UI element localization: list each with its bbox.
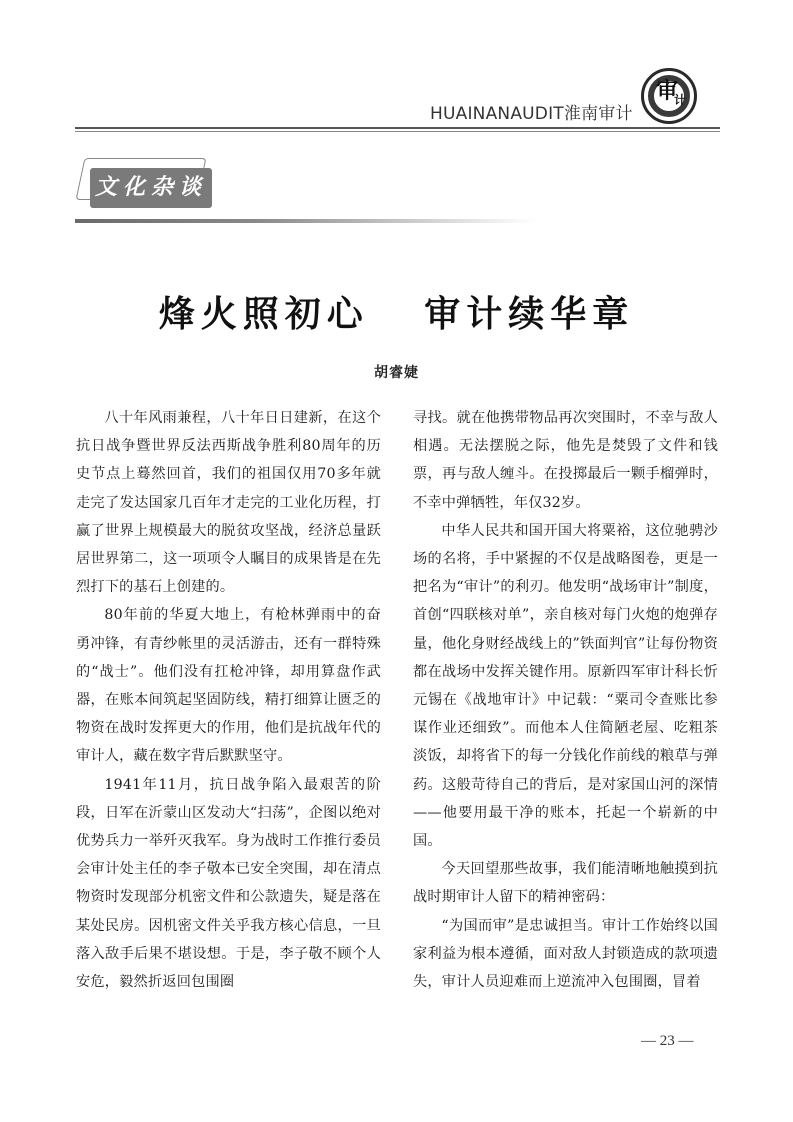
- header-divider-thin: [75, 131, 720, 132]
- paragraph: 八十年风雨兼程，八十年日日建新，在这个抗日战争暨世界反法西斯战争胜利80周年的历史节点上蓦然回首，我们的祖国仅用70多年就走完了发达国家几百年才走完的工业化历程，打赢了世界上规模最大的脱贫攻坚战，经济总量跃居世界第二，这一项项令人瞩目的成果皆是在先烈打下的基石上创建的。: [76, 410, 381, 596]
- paragraph: 寻找。就在他携带物品再次突围时，不幸与敌人相遇。无法摆脱之际，他先是焚毁了文件和钱票，再与敌人缠斗。在投掷最后一颗手榴弹时，不幸中弹牺牲，年仅32岁。: [413, 410, 718, 511]
- paragraph: “为国而审”是忠诚担当。审计工作始终以国家利益为根本遵循，面对敌人封锁造成的款项遗失，审计人员迎难而上逆流冲入包围圈，冒着: [413, 917, 718, 991]
- logo-side-char: 计: [674, 93, 687, 107]
- article-title: 烽火照初心 审计续华章: [158, 294, 635, 335]
- article-author: 胡睿婕: [374, 365, 419, 381]
- page-number: — 23 —: [641, 1033, 694, 1049]
- paragraph: 今天回望那些故事，我们能清晰地触摸到抗战时期审计人留下的精神密码：: [413, 861, 718, 906]
- logo-main-char: 审: [656, 78, 679, 104]
- section-divider: [75, 219, 535, 223]
- journal-brand: HUAINANAUDIT淮南审计: [430, 104, 633, 124]
- header-divider: [75, 127, 720, 129]
- left-column: [76, 404, 381, 996]
- section-label: 文化杂谈: [90, 168, 212, 208]
- paragraph: 1941年11月，抗日战争陷入最艰苦的阶段，日军在沂蒙山区发动大“扫荡”，企图以绝对优势兵力一举歼灭我军。身为战时工作推行委员会审计处主任的李子敬本已安全突围，却在清点物资时发现部分机密文件和公款遗失，疑是落在某处民房。因机密文件关乎我方核心信息，一旦落入敌手后果不堪设想。于是，李子敬不顾个人安危，毅然折返回包围圈: [76, 776, 381, 991]
- right-column: [413, 404, 718, 996]
- paragraph: 中华人民共和国开国大将粟裕，这位驰骋沙场的名将，手中紧握的不仅是战略图卷，更是一把名为“审计”的利刃。他发明“战场审计”制度，首创“四联核对单”，亲自核对每门火炮的炮弹存量，他化身财经战线上的”铁面判官”让每份物资都在战场中发挥关键作用。原新四军审计科长忻元锡在《战地审计》中记载：“粟司令查账比参谋作业还细致”。而他本人住简陋老屋、吃粗茶淡饭，却将省下的每一分钱化作前线的粮草与弹药。这般苛待自己的背后，是对家国山河的深情——他要用最干净的账本，托起一个崭新的中国。: [413, 522, 718, 850]
- paragraph: 80年前的华夏大地上，有枪林弹雨中的奋勇冲锋，有青纱帐里的灵活游击，还有一群特殊的“战士”。他们没有扛枪冲锋，却用算盘作武器，在账本间筑起坚固防线，精打细算让匮乏的物资在战时发挥更大的作用，他们是抗战年代的审计人，藏在数字背后默默坚守。: [76, 607, 381, 765]
- audit-seal-logo-icon: [641, 68, 697, 124]
